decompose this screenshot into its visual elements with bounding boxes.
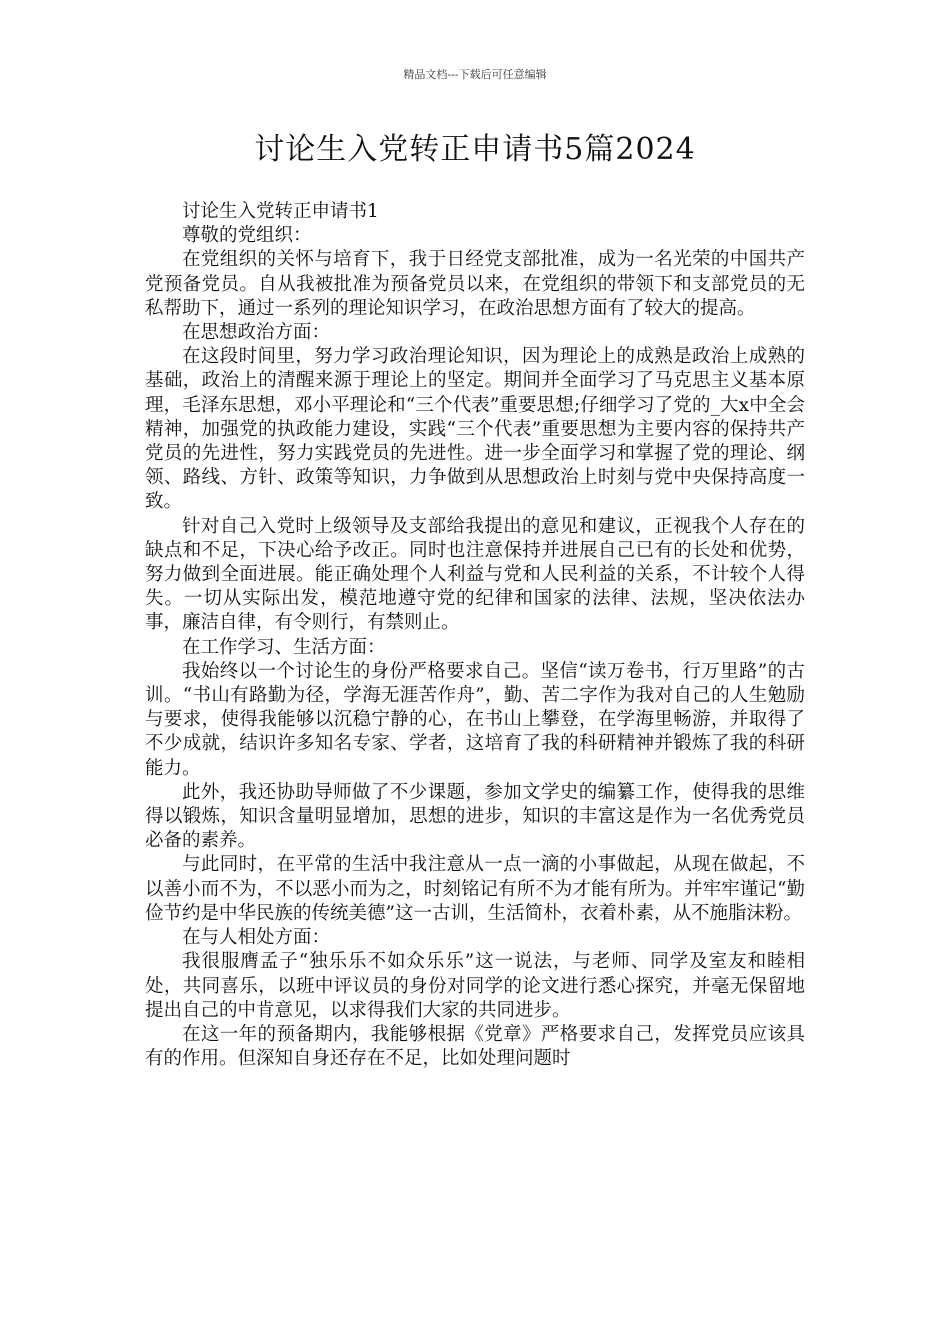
document-body [145, 200, 805, 1071]
section-heading: 在与人相处方面： [182, 927, 331, 949]
paragraph: 在这段时间里，努力学习政治理论知识，因为理论上的成熟是政治上成熟的基础，政治上的清醒来源于理论上的坚定。期间并全面学习了马克思主义基本原理，毛泽东思想，邓小平理论和“三个代表”重要思想;仔细学习了党的_大x中全会精神，加强党的执政能力建设，实践“三个代表”重要思想为主要内容的保持共产党员的先进性，努力实践党员的先进性。进一步全面学习和掌握了党的理论、纲领、路线、方针、政策等知识，力争做到从思想政治上时刻与党中央保持高度一致。 [145, 346, 805, 513]
header-note: 精品文档---下载后可任意编辑 [403, 68, 547, 81]
paragraph: 在党组织的关怀与培育下，我于日经党支部批准，成为一名光荣的中国共产党预备党员。自从我被批准为预备党员以来，在党组织的带领下和支部党员的无私帮助下，通过一系列的理论知识学习，在政治思想方面有了较大的提高。 [145, 249, 805, 319]
paragraph-salutation: 尊敬的党组织： [182, 225, 312, 247]
section-heading: 在思想政治方面： [182, 322, 331, 344]
paragraph-subtitle: 讨论生入党转正申请书1 [182, 201, 379, 222]
paragraph: 针对自己入党时上级领导及支部给我提出的意见和建议，正视我个人存在的缺点和不足，下决心给予改正。同时也注意保持并进展自己已有的长处和优势，努力做到全面进展。能正确处理个人利益与党和人民利益的关系，不计较个人得失。一切从实际出发，模范地遵守党的纪律和国家的法律、法规，坚决依法办事，廉洁自律，有令则行，有禁则止。 [145, 515, 805, 634]
paragraph: 我很服膺孟子“独乐乐不如众乐乐”这一说法，与老师、同学及室友和睦相处，共同喜乐，以班中评议员的身份对同学的论文进行悉心探究，并毫无保留地提出自己的中肯意见，以求得我们大家的共同进步。 [145, 951, 805, 1021]
paragraph: 此外，我还协助导师做了不少课题，参加文学史的编纂工作，使得我的思维得以锻炼，知识含量明显增加，思想的进步，知识的丰富这是作为一名优秀党员必备的素养。 [145, 781, 805, 852]
section-heading: 在工作学习、生活方面： [182, 636, 386, 658]
paragraph: 我始终以一个讨论生的身份严格要求自己。坚信“读万卷书，行万里路”的古训。“书山有路勤为径，学海无涯苦作舟”，勤、苦二字作为我对自己的人生勉励与要求，使得我能够以沉稳宁静的心，在书山上攀登，在学海里畅游，并取得了不少成就，结识许多知名专家、学者，这培育了我的科研精神并锻炼了我的科研能力。 [145, 660, 805, 779]
paragraph: 与此同时，在平常的生活中我注意从一点一滴的小事做起，从现在做起，不以善小而不为，不以恶小而为之，时刻铭记有所不为才能有所为。并牢牢谨记“勤俭节约是中华民族的传统美德”这一古训，生活简朴，衣着朴素，从不施脂沫粉。 [145, 854, 805, 924]
paragraph: 在这一年的预备期内，我能够根据《党章》严格要求自己，发挥党员应该具有的作用。但深知自身还存在不足，比如处理问题时 [145, 1023, 805, 1070]
document-title: 讨论生入党转正申请书5篇2024 [254, 132, 696, 167]
